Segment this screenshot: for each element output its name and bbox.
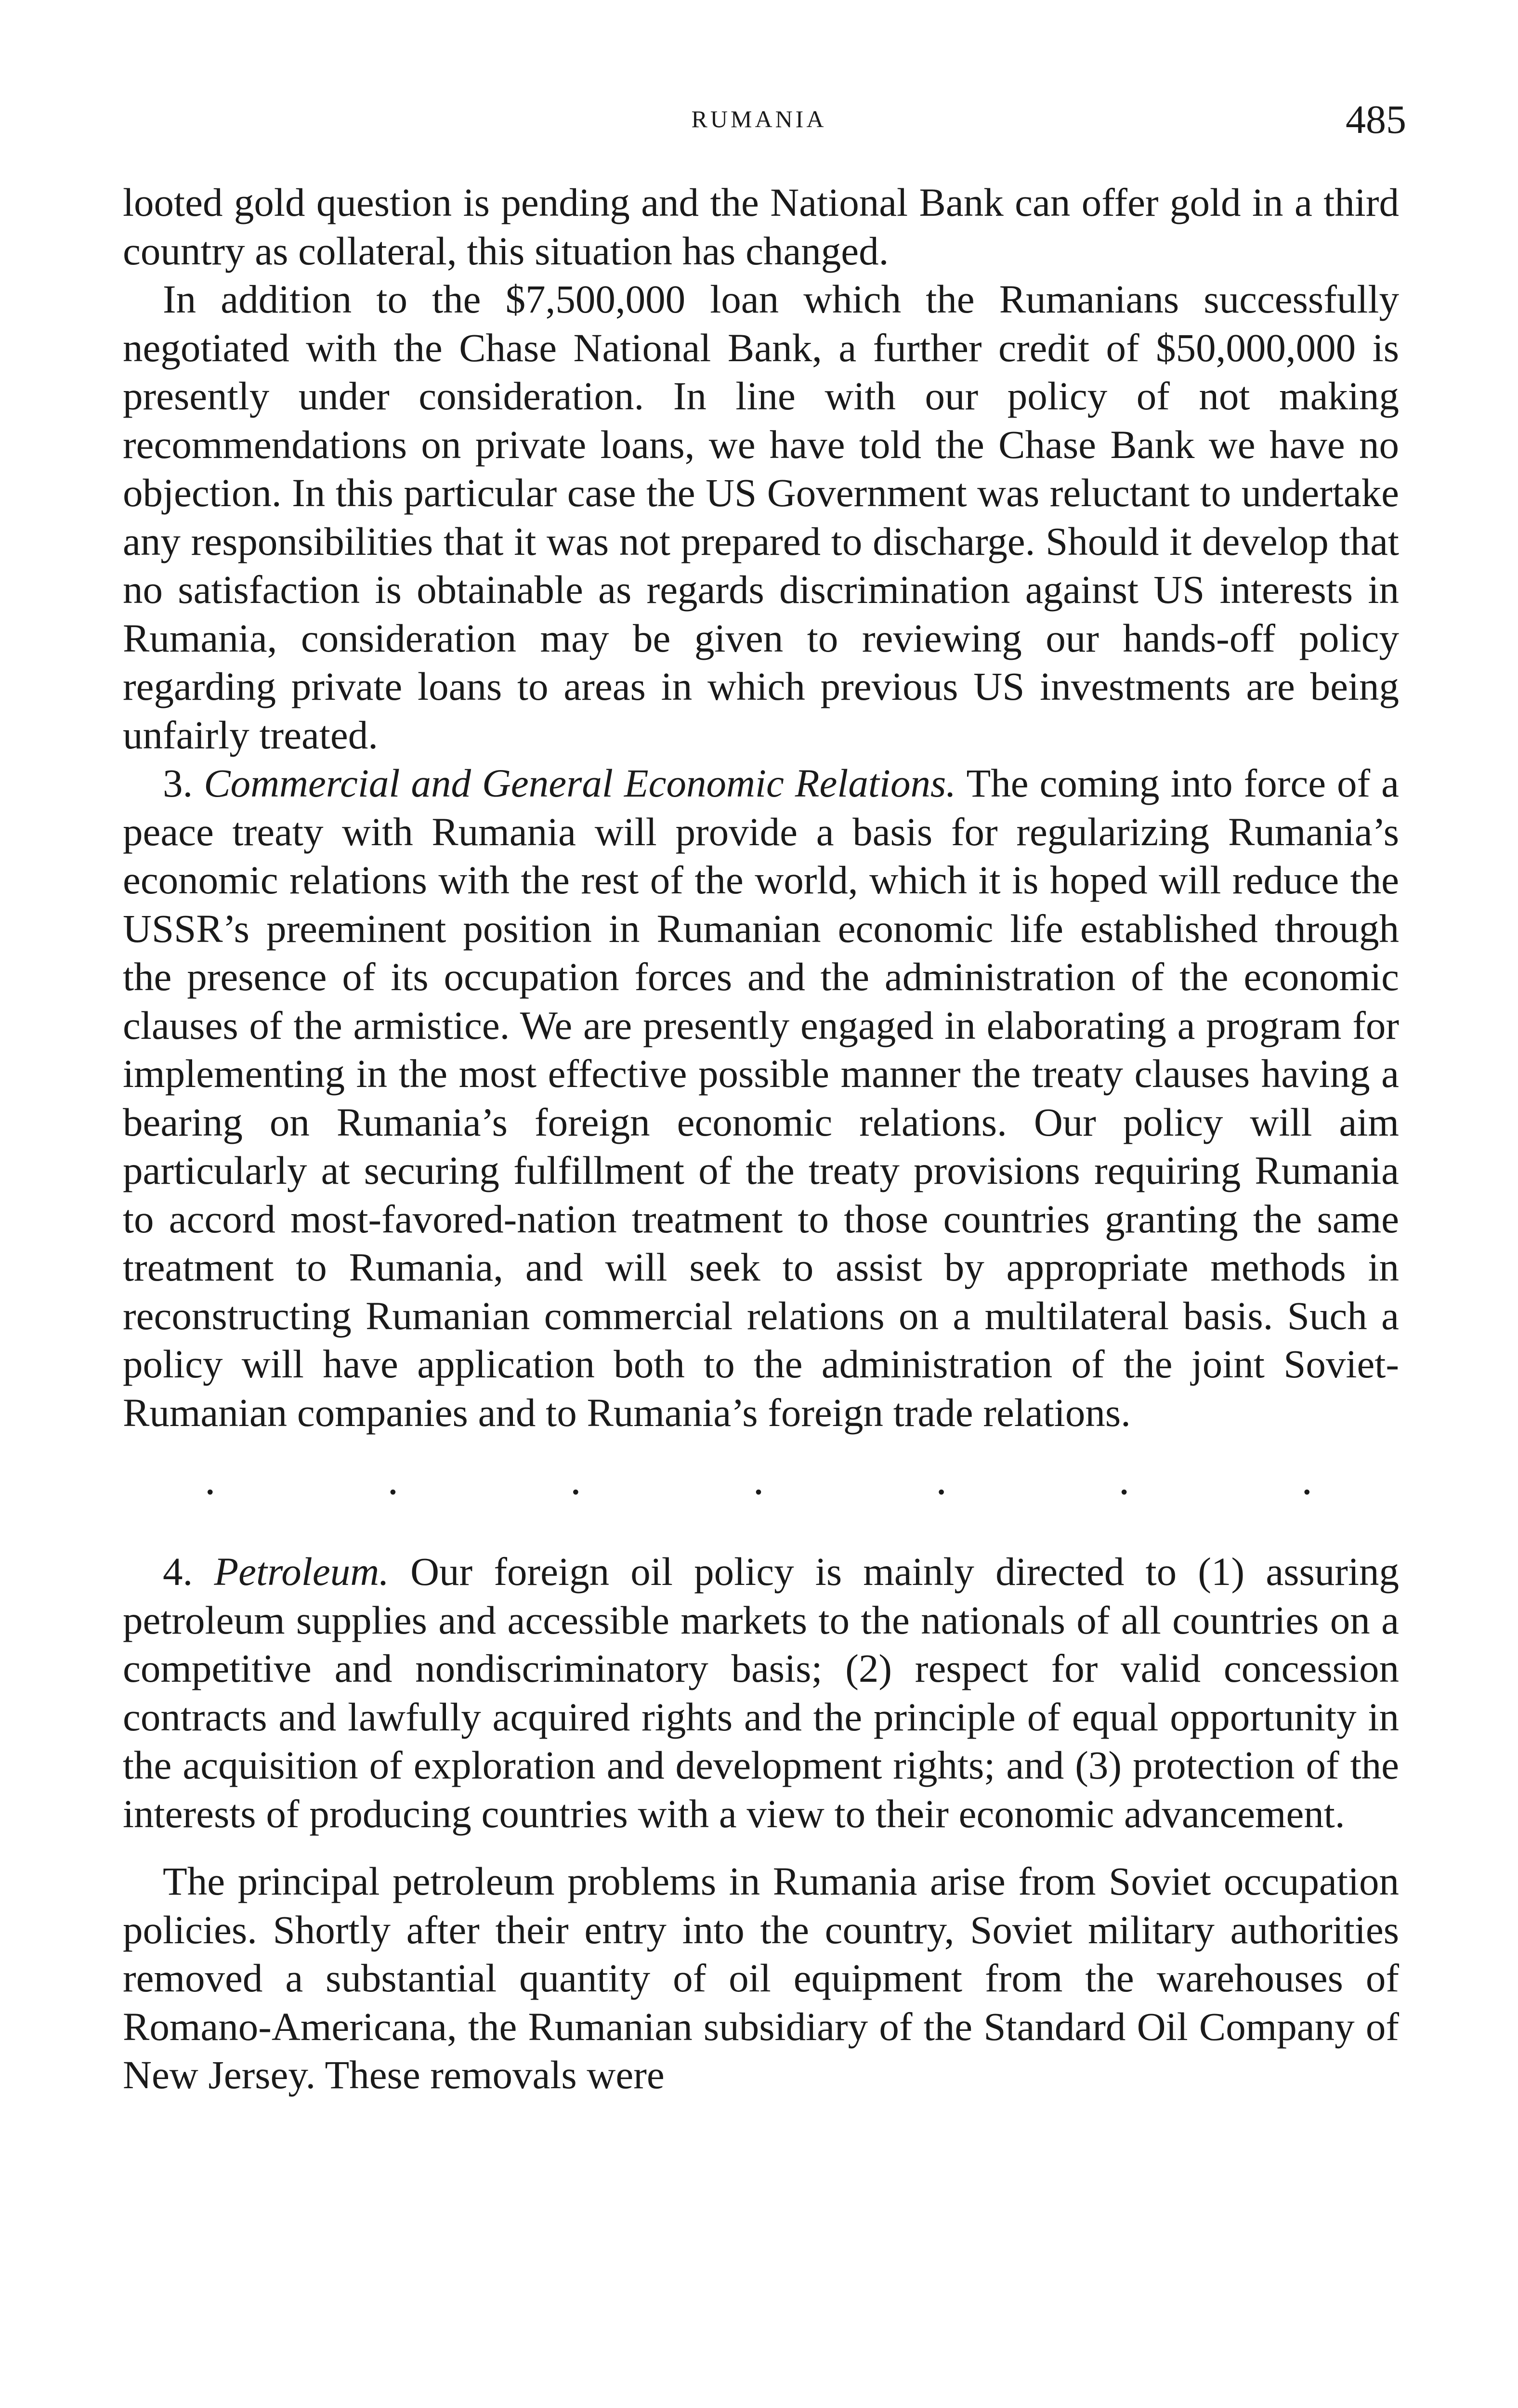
paragraph-text: Our foreign oil policy is mainly directed to (1) assuring petroleum supplies and accessible markets to the nationals of all countries on a competitive and nondiscriminatory basis; (2) respect for valid concession contracts and lawfully acquired rights and the principle of equal opportunity in the acquisition of exploration and development rights; and (3) protection of the interests of producing countries with a view to their economic advancement. — [123, 1549, 1400, 1836]
ellipsis-dot: . — [570, 1456, 581, 1504]
paragraph-petroleum-problems: The principal petroleum problems in Rumania arise from Soviet occupation policies. Shortly after their entry into the country, Soviet military authorities removed a substantial quantity of oil equipment from the warehouses of Romano-Americana, the Rumanian subsidiary of the Standard Oil Company of New Jersey. These removals were — [123, 1859, 1399, 2097]
body-text — [123, 178, 1399, 2099]
ellipsis-dot: . — [387, 1456, 399, 1504]
ellipsis-omission — [205, 1456, 1312, 1504]
ellipsis-dot: . — [1118, 1456, 1130, 1504]
section-number: 4. — [163, 1549, 193, 1594]
section-heading: Petroleum. — [214, 1549, 389, 1594]
paragraph-continuation: looted gold question is pending and the National Bank can offer gold in a third country as collateral, this situation has changed. — [123, 180, 1399, 273]
running-head — [0, 96, 1518, 149]
paragraph-commercial-relations — [123, 759, 1399, 1437]
ellipsis-dot: . — [753, 1456, 764, 1504]
ellipsis-dot: . — [936, 1456, 947, 1504]
page-number: 485 — [1346, 97, 1406, 142]
paragraph-text: The coming into force of a peace treaty with Rumania will provide a basis for regularizing Rumania’s economic relations with the rest of the world, which it is hoped will reduce the USSR’s preeminent position in Rumanian economic life established through the presence of its occupation forces and the administration of the economic clauses of the armistice. We are presently engaged in elaborating a program for implementing in the most effective possible manner the treaty clauses having a bearing on Rumania’s foreign economic relations. Our policy will aim particularly at securing fulfillment of the treaty provisions requiring Rumania to accord most-favored-nation treatment to those countries granting the same treatment to Rumania, and will seek to assist by appropriate methods in reconstructing Rumanian commercial relations on a multilateral basis. Such a policy will have application both to the administration of the joint Soviet-Rumanian companies and to Rumania’s foreign trade relations. — [123, 761, 1399, 1435]
ellipsis-dot: . — [205, 1456, 216, 1504]
ellipsis-dot: . — [1301, 1456, 1312, 1504]
paragraph-loans: In addition to the $7,500,000 loan which the Rumanians successfully negotiated with the Chase National Bank, a further credit of $50,000,000 is presently under consideration. In line with our policy of not making recommendations on private loans, we have told the Chase Bank we have no objection. In this particular case the US Government was reluctant to undertake any responsibilities that it was not prepared to discharge. Should it develop that no satisfaction is obtainable as regards discrimination against US interests in Rumania, consideration may be given to reviewing our hands-off policy regarding private loans to areas in which previous US investments are being unfairly treated. — [123, 277, 1399, 757]
running-title: RUMANIA — [691, 105, 827, 132]
section-number: 3. — [163, 761, 193, 805]
section-heading: Commercial and General Economic Relations. — [204, 761, 956, 805]
paragraph-petroleum — [123, 1547, 1399, 1838]
